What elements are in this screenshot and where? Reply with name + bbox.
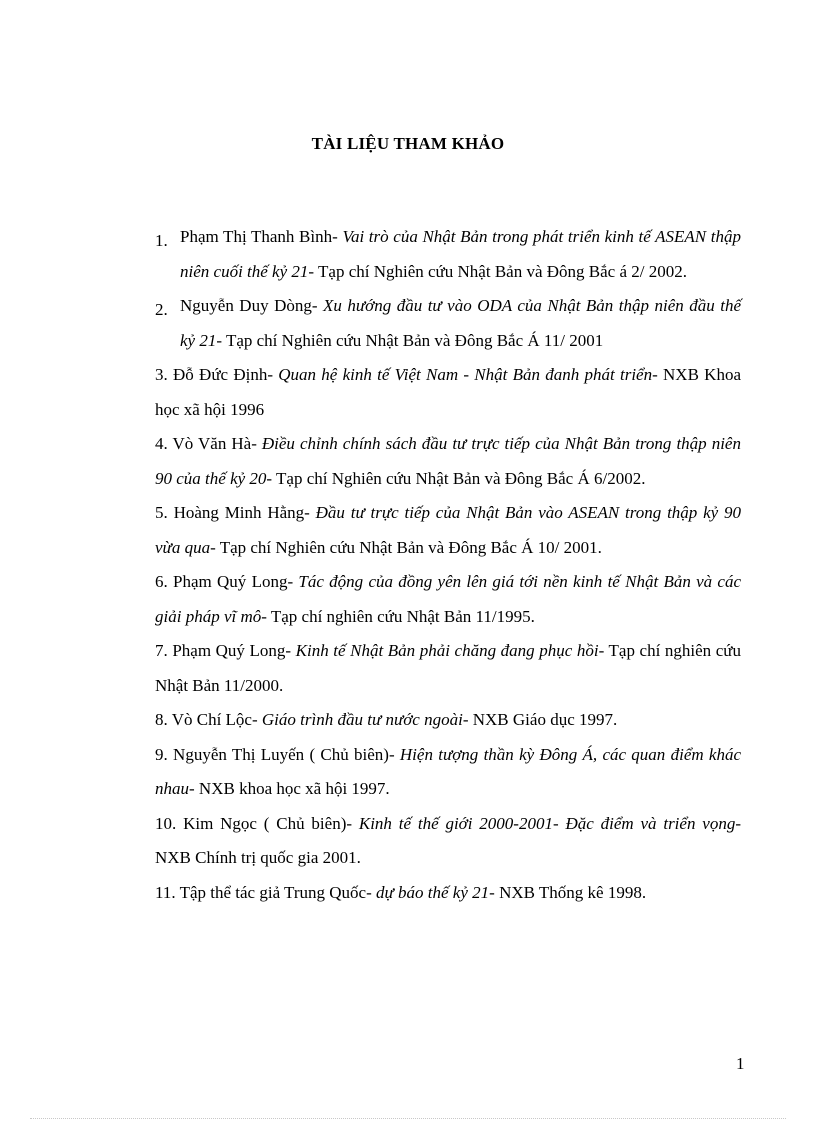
reference-title: Kinh tế Nhật Bản phải chăng đang phục hồi bbox=[295, 641, 599, 660]
reference-author: Hoàng Minh Hằng bbox=[173, 503, 305, 522]
reference-number: 11. bbox=[155, 882, 176, 902]
reference-author: Nguyễn Thị Luyến ( Chủ biên) bbox=[173, 744, 389, 764]
reference-title: Giáo trình đầu tư nước ngoài bbox=[261, 710, 463, 729]
reference-source: NXB Giáo dục 1997. bbox=[472, 710, 618, 729]
reference-title: Điều chỉnh chính sách đầu tư trực tiếp của Nhật Bản trong thập niên 90 của thế kỷ 20 bbox=[155, 434, 741, 488]
reference-number: 7. bbox=[155, 641, 168, 660]
reference-number: 9. bbox=[155, 744, 168, 764]
page-title: TÀI LIỆU THAM KHẢO bbox=[311, 134, 505, 153]
reference-author: Vò Văn Hà bbox=[172, 434, 252, 453]
reference-author: Đỗ Đức Định bbox=[173, 365, 268, 384]
reference-source: NXB Chính trị quốc gia 2001. bbox=[155, 848, 361, 867]
reference-author: Kim Ngọc ( Chủ biên) bbox=[183, 813, 347, 833]
reference-title: Kinh tế thế giới 2000-2001- Đặc điểm và triển vọng bbox=[358, 813, 736, 833]
reference-source: NXB khoa học xã hội 1997. bbox=[198, 779, 390, 798]
reference-item-10: 10. Kim Ngọc ( Chủ biên)- Kinh tế thế giới 2000-2001- Đặc điểm và triển vọng- NXB Chính trị quốc gia 2001. bbox=[155, 813, 741, 867]
reference-title: Hiện tượng thần kỳ Đông Á, các quan điểm khác nhau bbox=[155, 744, 742, 798]
reference-title: Đầu tư trực tiếp của Nhật Bản vào ASEAN trong thập kỷ 90 vừa qua bbox=[155, 503, 741, 557]
reference-source: Tạp chí Nghiên cứu Nhật Bản và Đông Bắc Á 10/ 2001. bbox=[219, 537, 602, 557]
reference-source: Tạp chí nghiên cứu Nhật Bản 11/2000. bbox=[155, 641, 741, 695]
reference-item-8: 8. Vò Chí Lộc- Giáo trình đầu tư nước ngoài- NXB Giáo dục 1997. bbox=[155, 710, 618, 729]
reference-item-4: 4. Vò Văn Hà- Điều chỉnh chính sách đầu tư trực tiếp của Nhật Bản trong thập niên 90 của thế kỷ 20- Tạp chí Nghiên cứu Nhật Bản và Đông Bắc Á 6/2002. bbox=[155, 434, 741, 488]
reference-number: 2. bbox=[155, 300, 168, 319]
reference-number: 3. bbox=[155, 365, 168, 384]
reference-source: Tạp chí Nghiên cứu Nhật Bản và Đông Bắc á 2/ 2002. bbox=[318, 261, 687, 281]
reference-author: Nguyễn Duy Dòng bbox=[180, 296, 312, 315]
reference-title: Vai trò của Nhật Bản trong phát triển kinh tế ASEAN thập niên cuối thế kỷ 21 bbox=[180, 227, 741, 281]
reference-item-7: 7. Phạm Quý Long- Kinh tế Nhật Bản phải chăng đang phục hồi- Tạp chí nghiên cứu Nhật Bản 11/2000. bbox=[155, 641, 741, 695]
reference-title: Quan hệ kinh tế Việt Nam - Nhật Bản đanh phát triển bbox=[278, 365, 653, 384]
reference-author: Phạm Quý Long bbox=[173, 572, 288, 591]
reference-source: Tạp chí Nghiên cứu Nhật Bản và Đông Bắc Á 11/ 2001 bbox=[225, 330, 604, 350]
reference-item-11: 11. Tập thể tác giả Trung Quốc- dự báo thế kỷ 21- NXB Thống kê 1998. bbox=[155, 882, 647, 902]
page-bottom-divider bbox=[30, 1118, 786, 1119]
reference-title: dự báo thế kỷ 21 bbox=[376, 882, 490, 902]
reference-title: Xu hướng đầu tư vào ODA của Nhật Bản thập niên đầu thế kỷ 21 bbox=[180, 296, 741, 350]
reference-number: 5. bbox=[155, 503, 168, 522]
reference-author: Phạm Thị Thanh Bình bbox=[180, 227, 333, 246]
page-number: 1 bbox=[736, 1054, 745, 1073]
reference-title: Tác động của đồng yên lên giá tới nền kinh tế Nhật Bản và các giải pháp vĩ mô bbox=[155, 572, 742, 626]
reference-item-9: 9. Nguyễn Thị Luyến ( Chủ biên)- Hiện tượng thần kỳ Đông Á, các quan điểm khác nhau- NXB khoa học xã hội 1997. bbox=[155, 744, 742, 798]
reference-number: 4. bbox=[155, 434, 168, 453]
reference-item-3: 3. Đỗ Đức Định- Quan hệ kinh tế Việt Nam - Nhật Bản đanh phát triển- NXB Khoa học xã hội 1996 bbox=[155, 365, 741, 419]
reference-author: Phạm Quý Long bbox=[172, 641, 286, 660]
reference-number: 10. bbox=[155, 813, 177, 833]
reference-source: NXB Khoa học xã hội 1996 bbox=[155, 365, 741, 419]
reference-item-2: 2. Nguyễn Duy Dòng- Xu hướng đầu tư vào ODA của Nhật Bản thập niên đầu thế kỷ 21- Tạp chí Nghiên cứu Nhật Bản và Đông Bắc Á 11/ 2001 bbox=[155, 289, 741, 358]
reference-source: NXB Thống kê 1998. bbox=[499, 882, 647, 902]
reference-source: Tạp chí Nghiên cứu Nhật Bản và Đông Bắc Á 6/2002. bbox=[276, 468, 646, 488]
reference-number: 8. bbox=[155, 710, 168, 729]
reference-list bbox=[155, 220, 741, 910]
reference-author: Vò Chí Lộc bbox=[171, 710, 252, 729]
reference-author: Tập thể tác giả Trung Quốc bbox=[179, 882, 367, 902]
reference-item-6: 6. Phạm Quý Long- Tác động của đồng yên lên giá tới nền kinh tế Nhật Bản và các giải pháp vĩ mô- Tạp chí nghiên cứu Nhật Bản 11/1995. bbox=[155, 572, 742, 626]
reference-number: 6. bbox=[155, 572, 168, 591]
reference-source: Tạp chí nghiên cứu Nhật Bản 11/1995. bbox=[270, 606, 535, 626]
reference-number: 1. bbox=[155, 231, 168, 250]
reference-item-5: 5. Hoàng Minh Hằng- Đầu tư trực tiếp của Nhật Bản vào ASEAN trong thập kỷ 90 vừa qua- Tạp chí Nghiên cứu Nhật Bản và Đông Bắc Á 10/ 2001. bbox=[155, 503, 741, 557]
reference-item-1: 1. Phạm Thị Thanh Bình- Vai trò của Nhật Bản trong phát triển kinh tế ASEAN thập niên cuối thế kỷ 21- Tạp chí Nghiên cứu Nhật Bản và Đông Bắc á 2/ 2002. bbox=[155, 220, 741, 289]
